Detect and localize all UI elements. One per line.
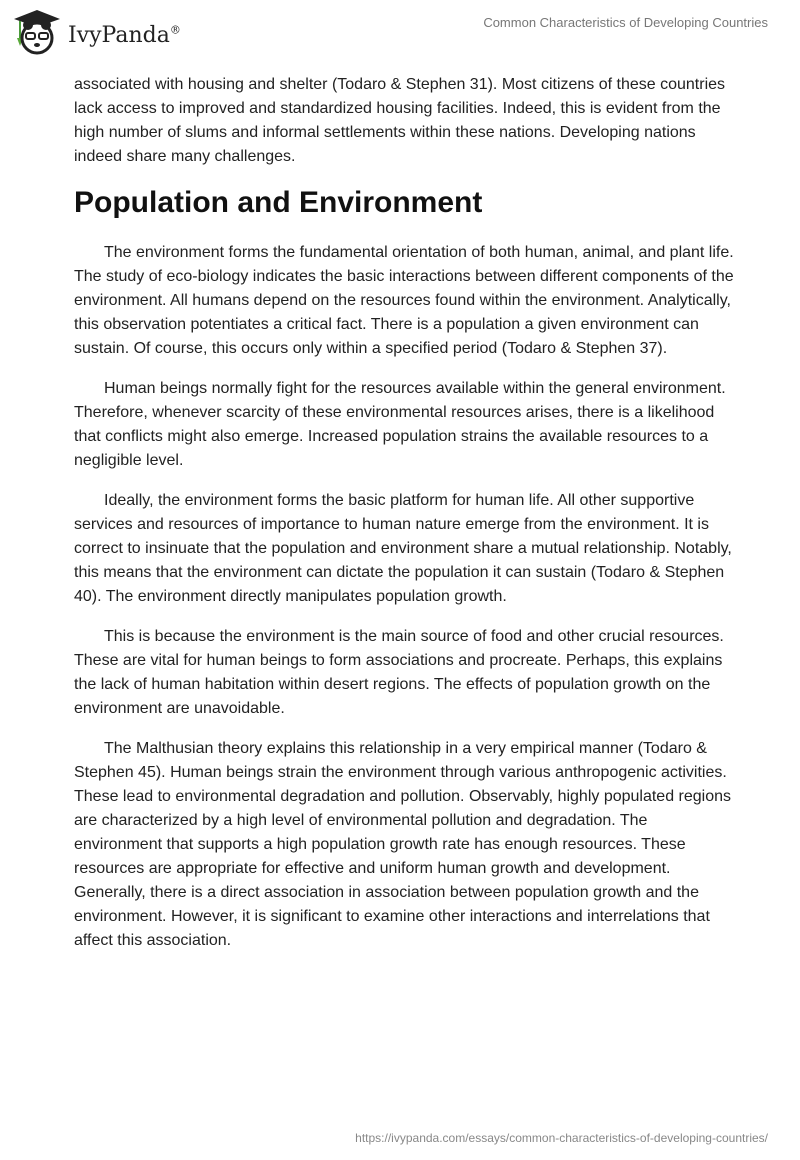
footer-url[interactable]: https://ivypanda.com/essays/common-characteristics-of-developing-countries/ <box>355 1131 768 1145</box>
page-header <box>0 0 800 60</box>
ivypanda-logo[interactable] <box>12 8 181 56</box>
essay-content <box>74 73 734 969</box>
paragraph: Human beings normally fight for the resources available within the general environment. Therefore, whenever scarcity of these environmental resources arises, there is a likelihood that conflicts might also emerge. Increased population strains the available resources to a negligible level. <box>74 380 726 469</box>
logo-text: IvyPanda® <box>68 22 181 48</box>
section-heading: Population and Environment <box>74 186 483 219</box>
paragraph: This is because the environment is the main source of food and other crucial resources. These are vital for human beings to form associations and procreate. Perhaps, this explains the lack of human habitation within desert regions. The effects of population growth on the environment are unavoidable. <box>74 628 724 717</box>
paragraph: The Malthusian theory explains this relationship in a very empirical manner (Todaro & Stephen 45). Human beings strain the environment through various anthropogenic activities. These lead to environmental degradation and pollution. Observably, highly populated regions are characterized by a high level of environmental pollution and degradation. The environment that supports a high population growth rate has enough resources. These resources are appropriate for effective and uniform human growth and development. Generally, there is a direct association in association between population growth and the environment. However, it is significant to examine other interactions and interrelations that affect this association. <box>74 740 732 949</box>
paragraph: The environment forms the fundamental orientation of both human, animal, and plant life. The study of eco-biology indicates the basic interactions between different components of the environment. All humans depend on the resources found within the environment. Analytically, this observation potentiates a critical fact. There is a population a given environment can sustain. Of course, this occurs only within a specified period (Todaro & Stephen 37). <box>74 244 734 357</box>
paragraph: Ideally, the environment forms the basic platform for human life. All other supportive services and resources of importance to human nature emerge from the environment. It is correct to insinuate that the population and environment share a mutual relationship. Notably, this means that the environment can dictate the population it can sustain (Todaro & Stephen 40). The environment directly manipulates population growth. <box>74 492 732 605</box>
intro-paragraph: associated with housing and shelter (Todaro & Stephen 31). Most citizens of these countries lack access to improved and standardized housing facilities. Indeed, this is evident from the high number of slums and informal settlements within these nations. Developing nations indeed share many challenges. <box>74 76 726 165</box>
document-title: Common Characteristics of Developing Countries <box>483 15 768 30</box>
panda-graduate-icon <box>12 8 62 56</box>
